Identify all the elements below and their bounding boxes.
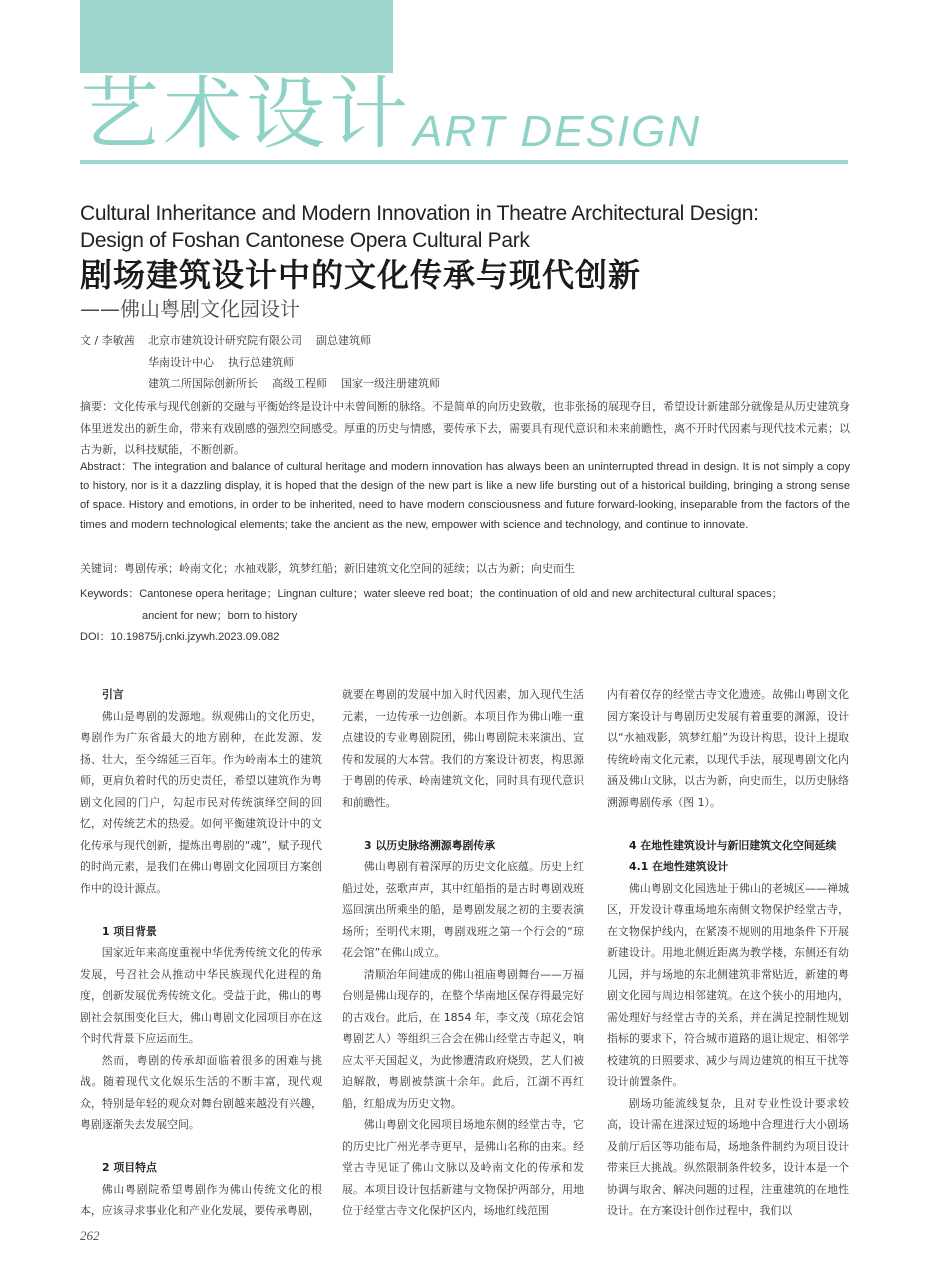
paragraph: 佛山粤剧院希望粤剧作为佛山传统文化的根本，应该寻求事业化和产业化发展，要传承粤剧，	[80, 1182, 322, 1217]
section-heading: 3 以历史脉络溯源粤剧传承	[364, 838, 496, 852]
body-column-1	[80, 684, 322, 1222]
body-column-3	[607, 684, 849, 1222]
paragraph: 内有着仅存的经堂古寺文化遗迹。故佛山粤剧文化园方案设计与粤剧历史发展有着重要的渊源，设计以“水袖戏影，筑梦红船”为设计构思，设计上提取传统岭南文化元素，以现代手法，展现粤剧文化内涵及佛山文脉，以古为新，向史而生，以历史脉络溯源粤剧传承（图 1）。	[607, 688, 849, 809]
subsection-heading: 4.1 在地性建筑设计	[629, 860, 729, 873]
author-affiliation: 北京市建筑设计研究院有限公司	[148, 334, 302, 347]
keywords-en-line1: Keywords：Cantonese opera heritage；Lingnan culture；water sleeve red boat；the continuation of old and new architectural cultural spaces；	[80, 588, 783, 600]
abstract-cn: 摘要：文化传承与现代创新的交融与平衡始终是设计中未曾间断的脉络。不是简单的向历史致敬，也非张扬的展现夺目，希望设计新建部分就像是从历史建筑身体里迸发出的新生命，带来有戏剧感的强烈空间感受。厚重的历史与情感，要传承下去，需要具有现代意识和未来前瞻性，离不开时代因素与现代技术元素；以古为新，以科技赋能，不断创新。	[80, 400, 850, 456]
author-name: 文 / 李敏茜	[80, 334, 135, 347]
author-position: 执行总建筑师	[228, 355, 294, 369]
article-title-cn: 剧场建筑设计中的文化传承与现代创新	[80, 256, 642, 294]
author-position: 高级工程师	[272, 377, 327, 390]
article-title-en	[80, 200, 860, 254]
header-rule	[80, 160, 848, 164]
author-affiliation: 建筑二所国际创新所长	[148, 377, 258, 390]
paragraph: 剧场功能流线复杂，且对专业性设计要求较高，设计需在进深过短的场地中合理进行大小剧场及前厅后区等功能布局，场地条件制约为项目设计带来巨大挑战。纵然限制条件较多，设计本是一个协调与取舍、解决问题的过程，注重建筑的在地性设计。在方案设计创作过程中，我们以	[607, 1096, 849, 1217]
section-title-cn: 艺术设计	[80, 68, 412, 160]
paragraph: 然而，粤剧的传承却面临着很多的困难与挑战。随着现代文化娱乐生活的不断丰富，现代观众，特别是年轻的观众对舞台剧越来越没有兴趣，粤剧逐渐失去发展空间。	[80, 1053, 322, 1131]
page-number: 262	[80, 1228, 100, 1243]
abstract-en: Abstract：The integration and balance of cultural heritage and modern innovation has always been an uninterrupted thread in design. It is not simply a copy to history, nor is it a dazzling display, it is hoped that the design of the new part is like a new life bursting out of a historical building, bringing a strong sense of space. History and emotions, in order to be inherited, need to have modern consciousness and future forward-looking, inseparable from the factors of the times and modern technological elements; take the ancient as the new, empower with science and technology, and continue to innovate.	[80, 461, 850, 531]
section-heading: 引言	[102, 688, 124, 701]
paragraph: 国家近年来高度重视中华优秀传统文化的传承发展，号召社会从推动中华民族现代化进程的角度，创新发展优秀传统文化。受益于此，佛山的粤剧社会氛围变化巨大，佛山粤剧文化园项目亦在这个时代背景下应运而生。	[80, 946, 322, 1045]
article-title-en-line2: Design of Foshan Cantonese Opera Cultural Park	[80, 229, 530, 252]
article-subtitle-cn: ——佛山粤剧文化园设计	[80, 297, 300, 321]
author-block	[80, 330, 454, 395]
paragraph: 佛山是粤剧的发源地。纵观佛山的文化历史，粤剧作为广东省最大的地方剧种，在此发源、发扬、壮大，至今绵延三百年。作为岭南本土的建筑师，更肩负着时代的历史责任，希望以建筑作为粤剧文化园的门户，勾起市民对传统演绎空间的回忆，对传统艺术的热爱。如何平衡建筑设计中的文化传承与现代创新，提炼出粤剧的“魂”，赋予现代的时尚元素，是我们在佛山粤剧文化园项目方案创作中的设计源点。	[80, 709, 322, 895]
keywords-cn: 关键词：粤剧传承；岭南文化；水袖戏影，筑梦红船；新旧建筑文化空间的延续；以古为新；向史而生	[80, 562, 575, 575]
author-qualification: 国家一级注册建筑师	[341, 377, 440, 390]
article-title-en-line1: Cultural Inheritance and Modern Innovation in Theatre Architectural Design:	[80, 202, 759, 225]
paragraph: 佛山粤剧文化园选址于佛山的老城区——禅城区，开发设计尊重场地东南侧文物保护经堂古寺，在文物保护线内，在紧凑不规则的用地条件下开展新建设计。用地北侧近距离为教学楼，东侧还有幼儿园，并与场地的东北侧建筑非常贴近，新建的粤剧文化园与周边相邻建筑。在这个狭小的用地内，需处理好与经堂古寺的关系，并在满足控制性规划指标的要求下，符合城市道路的退让规定、相邻学校建筑的日照要求、减少与周边建筑的相互干扰等设计前置条件。	[607, 881, 849, 1088]
doi: DOI：10.19875/j.cnki.jzywh.2023.09.082	[80, 631, 280, 643]
keywords-en-line2: ancient for new；born to history	[142, 609, 298, 622]
author-affiliation: 华南设计中心	[148, 355, 214, 369]
section-title-en: ART DESIGN	[413, 107, 702, 156]
section-heading: 4 在地性建筑设计与新旧建筑文化空间延续	[629, 838, 837, 852]
paragraph: 佛山粤剧有着深厚的历史文化底蕴。历史上红船过处，弦歌声声，其中红船指的是古时粤剧戏班巡回演出所乘坐的船，是粤剧发展之初的主要表演场所；至明代末期，粤剧戏班之第一个行会的“琼花会馆”在佛山成立。	[342, 860, 584, 959]
section-heading: 2 项目特点	[102, 1161, 157, 1174]
paragraph: 佛山粤剧文化园项目场地东侧的经堂古寺，它的历史比广州光孝寺更早，是佛山名称的由来。经堂古寺见证了佛山文脉以及岭南文化的传承和发展。本项目设计包括新建与文物保护两部分，用地位于经堂古寺文化保护区内，场地红线范围	[342, 1118, 584, 1217]
paragraph: 清顺治年间建成的佛山祖庙粤剧舞台——万福台则是佛山现存的，在整个华南地区保存得最完好的古戏台。此后，在 1854 年，李文茂（琼花会馆粤剧艺人）等组织三合会在佛山经堂古寺起义，响应太平天国起义，为此惨遭清政府烧毁，艺人们被迫解散，粤剧被禁演十余年。此后，江湖不再红船，红船成为历史文物。	[342, 967, 584, 1110]
section-heading: 1 项目背景	[102, 924, 157, 938]
paragraph: 就要在粤剧的发展中加入时代因素，加入现代生活元素，一边传承一边创新。本项目作为佛山唯一重点建设的专业粤剧院团，佛山粤剧院未来演出、宣传和发展的大本营。我们的方案设计初衷，构思源于粤剧的传承、岭南建筑文化，同时具有现代意识和前瞻性。	[342, 688, 584, 809]
body-column-2	[342, 684, 584, 1222]
keywords-en	[80, 584, 850, 627]
header-color-block	[80, 0, 393, 73]
author-position: 副总建筑师	[316, 334, 371, 347]
